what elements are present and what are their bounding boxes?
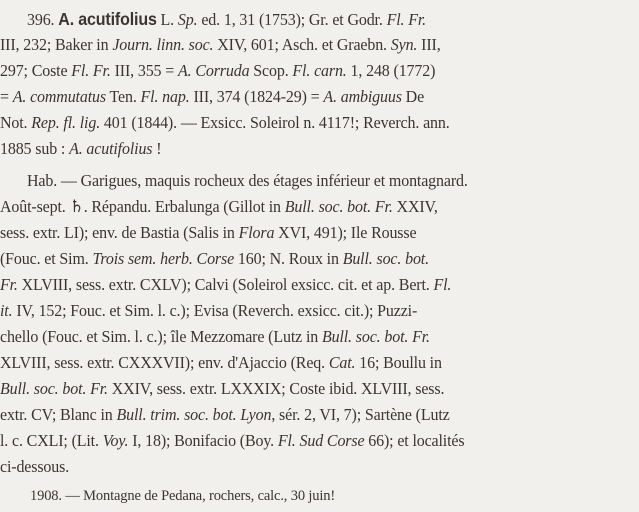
habitat-line-5: Fr. XLVIII, sess. extr. CXLV); Calvi (Soleirol exsicc. cit. et ap. Bert. Fl.: [0, 275, 452, 294]
habitat-line-6: it. IV, 152; Fouc. et Sim. l. c.); Evisa (Reverch. exsicc. cit.); Puzzi-: [0, 301, 418, 320]
record-line: 1908. — Montagne de Pedana, rochers, calc., 30 juin!: [30, 488, 336, 504]
habitat-line-8: XLVIII, sess. extr. CXXXVII); env. d'Ajaccio (Req. Cat. 16; Boullu in: [0, 353, 442, 372]
habitat-line-11: l. c. CXLI; (Lit. Voy. I, 18); Bonifacio (Boy. Fl. Sud Corse 66); et localités: [0, 431, 465, 450]
habitat-line-9: Bull. soc. bot. Fr. XXIV, sess. extr. LXXXIX; Coste ibid. XLVIII, sess.: [0, 379, 445, 398]
entry-line-2: III, 232; Baker in Journ. linn. soc. XIV, 601; Asch. et Graebn. Syn. III,: [0, 35, 441, 54]
species-name: A. acutifolius: [58, 9, 157, 29]
entry-line-1: 396. A. acutifolius L. Sp. ed. 1, 31 (1753); Gr. et Godr. Fl. Fr.: [27, 9, 427, 29]
entry-line-5: Not. Rep. fl. lig. 401 (1844). — Exsicc. Soleirol n. 4117!; Reverch. ann.: [0, 113, 450, 132]
entry-line-6: 1885 sub : A. acutifolius !: [0, 139, 162, 158]
habitat-line-3: sess. extr. LI); env. de Bastia (Salis in Flora XVI, 491); Ile Rousse: [0, 223, 417, 242]
perennial-symbol: ♄: [69, 197, 84, 216]
habitat-line-12: ci-dessous.: [0, 457, 70, 476]
entry-line-3: 297; Coste Fl. Fr. III, 355 = A. Corruda Scop. Fl. carn. 1, 248 (1772): [0, 61, 436, 80]
habitat-line-1: Hab. — Garigues, maquis rocheux des étages inférieur et montagnard.: [27, 171, 468, 190]
habitat-line-2: Août-sept. ♄. Répandu. Erbalunga (Gillot in Bull. soc. bot. Fr. XXIV,: [0, 197, 438, 216]
habitat-line-10: extr. CV; Blanc in Bull. trim. soc. bot. Lyon, sér. 2, VI, 7); Sartène (Lutz: [0, 405, 450, 424]
entry-line-4: = A. commutatus Ten. Fl. nap. III, 374 (1824-29) = A. ambiguus De: [0, 87, 425, 106]
habitat-line-4: (Fouc. et Sim. Trois sem. herb. Corse 160; N. Roux in Bull. soc. bot.: [0, 249, 429, 268]
habitat-line-7: chello (Fouc. et Sim. l. c.); île Mezzomare (Lutz in Bull. soc. bot. Fr.: [0, 327, 430, 346]
